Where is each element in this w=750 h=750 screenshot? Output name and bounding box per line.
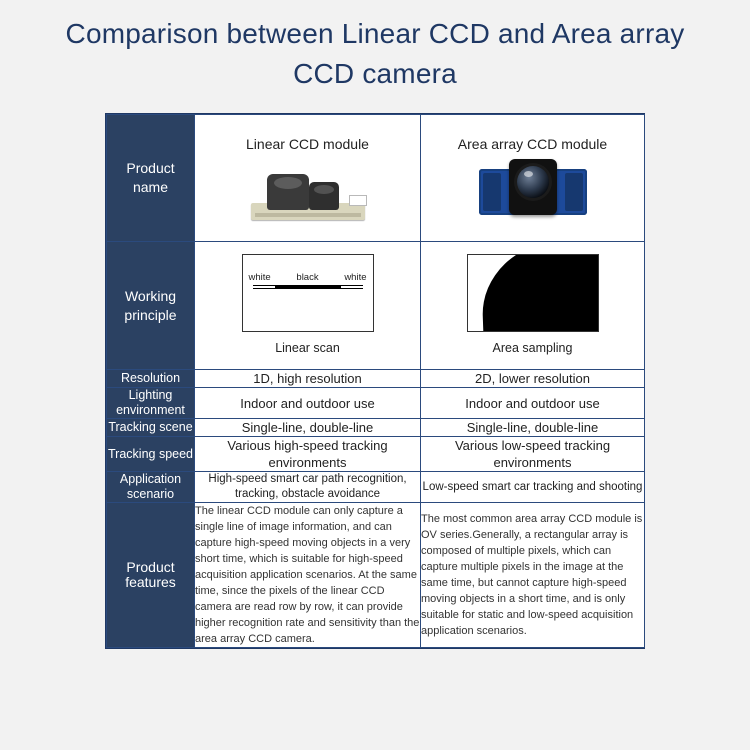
table-row	[107, 437, 645, 472]
cell-linear-working-principle	[195, 242, 421, 370]
cell-area-product	[421, 115, 645, 242]
label-black: black	[296, 272, 319, 283]
cell-linear-resolution: 1D, high resolution	[195, 370, 421, 388]
table-row	[107, 370, 645, 388]
comparison-table	[106, 114, 645, 648]
cell-linear-application: High-speed smart car path recognition, tracking, obstacle avoidance	[195, 472, 421, 503]
cell-area-resolution: 2D, lower resolution	[421, 370, 645, 388]
row-label-working-principle: Working principle	[107, 242, 195, 370]
label-white-left: white	[248, 272, 271, 283]
cell-linear-product	[195, 115, 421, 242]
column-header-area: Area array CCD module	[457, 135, 608, 152]
cell-linear-features: The linear CCD module can only capture a single line of image information, and can capture high-speed moving objects in a very short time, which is suitable for high-speed acquisition application scenarios. At the same time, since the pixels of the linear CCD camera are read row by row, it can provide higher recognition rate and sensitivity than the area array CCD camera.	[195, 503, 421, 648]
row-label-tracking-scene: Tracking scene	[107, 419, 195, 437]
table-row	[107, 115, 645, 242]
area-sampling-illustration	[467, 254, 599, 332]
cell-area-working-principle	[421, 242, 645, 370]
page-title: Comparison between Linear CCD and Area array CCD camera	[65, 18, 685, 89]
row-label-lighting-environment: Lighting environment	[107, 388, 195, 419]
cell-area-features: The most common area array CCD module is OV series.Generally, a rectangular array is composed of multiple pixels, which can capture multiple pixels in the image at the same time, but cannot capture high-speed moving objects in a short time, and is only suitable for static and low-speed acquisition application scenarios.	[421, 503, 645, 648]
table-row	[107, 472, 645, 503]
table-row	[107, 503, 645, 648]
cell-linear-lighting: Indoor and outdoor use	[195, 388, 421, 419]
cell-area-tracking-scene: Single-line, double-line	[421, 419, 645, 437]
linear-scan-illustration	[242, 254, 374, 332]
cell-linear-tracking-speed: Various high-speed tracking environments	[195, 437, 421, 472]
cell-area-tracking-speed: Various low-speed tracking environments	[421, 437, 645, 472]
row-label-resolution: Resolution	[107, 370, 195, 388]
linear-ccd-module-photo	[195, 152, 420, 230]
row-label-tracking-speed: Tracking speed	[107, 437, 195, 472]
row-label-product-name: Product name	[107, 115, 195, 242]
column-header-linear: Linear CCD module	[246, 135, 369, 152]
label-white-right: white	[344, 272, 367, 283]
comparison-table-container	[105, 113, 645, 649]
table-row	[107, 419, 645, 437]
area-sampling-caption: Area sampling	[492, 341, 573, 355]
cell-area-lighting: Indoor and outdoor use	[421, 388, 645, 419]
linear-scan-caption: Linear scan	[275, 341, 340, 355]
cell-linear-tracking-scene: Single-line, double-line	[195, 419, 421, 437]
table-row	[107, 242, 645, 370]
row-label-product-features: Product features	[107, 503, 195, 648]
row-label-application-scenario: Application scenario	[107, 472, 195, 503]
area-array-ccd-module-photo	[421, 152, 644, 230]
cell-area-application: Low-speed smart car tracking and shooting	[421, 472, 645, 503]
table-row	[107, 388, 645, 419]
